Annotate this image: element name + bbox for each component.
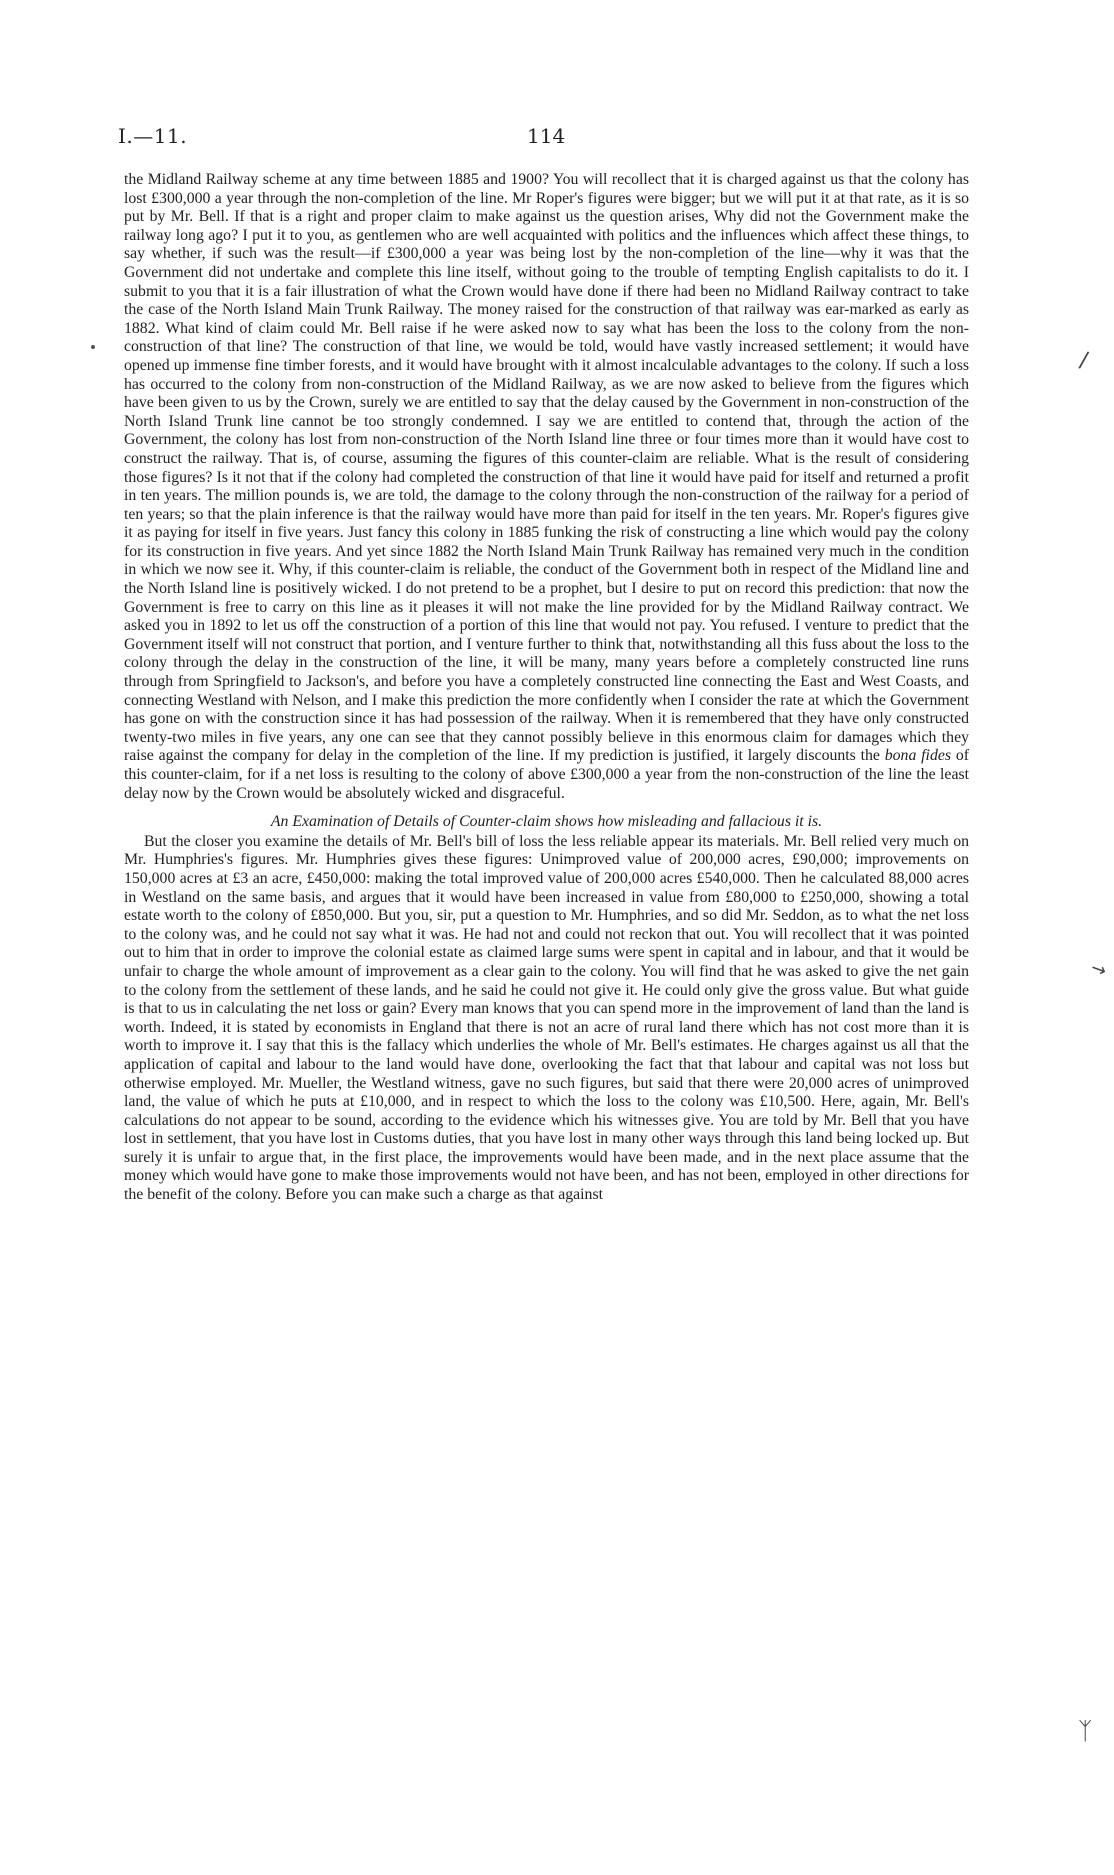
paragraph-lead-text: the Midland Railway scheme at any time between 1885 and 1900? You will recollect that it is charged against us that the colony has lost £300,000 a year through the non-completion of the line. Mr Roper's figures were bigger; but we will put it at that rate, as it is so put by Mr. Bell. If that is a right and proper claim to make against us the question arises, Why did not the Government make the railway long ago? I put it to you, as gentlemen who are well acquainted with politics and the influences which affect these things, to say whether, if such was the result—if £300,000 a year was being lost by the non-completion of the line—why it was that the Government did not undertake and complete this line itself, without going to the trouble of tempting English capitalists to do it. I submit to you that it is a fair illustration of what the Crown would have done if there had been no Midland Railway contract to take the case of the North Island Main Trunk Railway. The money raised for the construction of that railway was ear-marked as early as 1882. What kind of claim could Mr. Bell raise if he were asked now to say what has been the loss to the colony from the non-construction of that line? The construction of that line, we would be told, would have vastly increased settlement; it would have opened up immense fine timber forests, and it would have brought with it almost incalculable advantages to the colony. If such a loss has occurred to the colony from non-construction of the Midland Railway, as we are now asked to believe from the figures which have been given to us by the Crown, surely we are entitled to say that the delay caused by the Government in non-construction of the North Island Trunk line cannot be too strongly condemned. I say we are entitled to contend that, through the action of the Government, the colony has lost from non-construction of the North Island line three or four times more than it would have cost to construct the railway. That is, of course, assuming the figures of this counter-claim are reliable. What is the result of considering those figures? Is it not that if the colony had completed the construction of that line it would have paid for itself and returned a profit in ten years. The million pounds is, we are told, the damage to the colony through the non-construction of the railway for a period of ten years; so that the plain inference is that the railway would have more than paid for itself in the ten years. Mr. Roper's figures give it as paying for itself in five years. Just fancy this colony in 1885 funking the risk of constructing a line which would pay the colony for its construction in five years. And yet since 1882 the North Island Main Trunk Railway has remained very much in the condition in which we now see it. Why, if this counter-claim is reliable, the conduct of the Government both in respect of the Midland line and the North Island line is positively wicked. I do not pretend to be a prophet, but I desire to put on record this prediction: that now the Government is free to carry on this line as it pleases it will not make the line provided for by the Midland Railway contract. We asked you in 1892 to let us off the construction of a portion of this line that would not pay. You refused. I venture to predict that the Government itself will not construct that portion, and I venture further to think that, notwithstanding all this fuss about the loss to the colony through the delay in the construction of the line, it will be many, many years before a completely constructed line runs through from Springfield to Jackson's, and before you have a completely constructed line connecting the East and West Coasts, and connecting Westland with Nelson, and I make this prediction the more confidently when I consider the rate at which the Government has gone on with the construction since it has had possession of the railway. When it is remembered that they have only constructed twenty-two miles in five years, any one can see that they cannot possibly believe in this enormous claim for damages which they raise against the company for delay in the completion of the line. If my prediction is justified, it largely discounts the bbox=[124, 171, 969, 765]
margin-slash-mark: / bbox=[1077, 347, 1090, 374]
paragraph-examination: But the closer you examine the details of Mr. Bell's bill of loss the less reliable appear its materials. Mr. Bell relied very much on Mr. Humphries's figures. Mr. Humphries gives these figures: Unimproved value of 200,000 acres, £90,000; improvements on 150,000 acres at £3 an acre, £450,000: making the total improved value of 200,000 acres £540,000. Then he calculated 88,000 acres in Westland on the same basis, and argues that it would have been increased in value from £80,000 to £250,000, showing a total estate worth to the colony of £850,000. But you, sir, put a question to Mr. Humphries, and so did Mr. Seddon, as to what the net loss to the colony was, and he could not say what it was. He had not and could not reckon that out. You will recollect that it was pointed out to him that in order to improve the colonial estate as claimed large sums were spent in capital and in labour, and that it would be unfair to charge the whole amount of improvement as a clear gain to the colony. You will find that he was asked to give the net gain to the colony from the settlement of these lands, and he said he could not give it. He could only give the gross value. But what guide is that to us in calculating the net loss or gain? Every man knows that you can spend more in the improvement of land than the land is worth. Indeed, it is stated by economists in England that there is not an acre of rural land there which has not cost more than it is worth to improve it. I say that this is the fallacy which underlies the whole of Mr. Bell's estimates. He charges against us all that the application of capital and labour to the land would have done, overlooking the fact that that labour and capital was not loss but otherwise employed. Mr. Mueller, the Westland witness, gave no such figures, but said that there were 20,000 acres of unimproved land, the value of which he puts at £10,000, and in respect to which the loss to the colony was £10,500. Here, again, Mr. Bell's calculations do not appear to be sound, according to the evidence which his witnesses give. You are told by Mr. Bell that you have lost in settlement, that you have lost in Customs duties, that you have lost in many other ways through this land being locked up. But surely it is unfair to argue that, in the first place, the improvements would have been made, and in the next place assume that the money which would have gone to make those improvements would not have been, and has not been, employed in other directions for the benefit of the colony. Before you can make such a charge as that against bbox=[124, 832, 969, 1204]
paragraph-tail-text: of this counter-claim, for if a net loss is resulting to the colony of above £300,000 a year from the non-construction of the line the least delay now by the Crown would be absolutely wicked and disgraceful. bbox=[124, 747, 969, 802]
body-text bbox=[124, 171, 969, 1205]
margin-dot bbox=[91, 345, 95, 349]
page-reference: I.—11. bbox=[118, 124, 188, 148]
italic-term: bona fides bbox=[884, 747, 952, 765]
margin-arrow-mark: ↘ bbox=[1087, 956, 1110, 983]
paragraph-continuation bbox=[124, 171, 969, 803]
section-heading: An Examination of Details of Counter-claim shows how misleading and fallacious it is. bbox=[270, 813, 823, 831]
page-number: 114 bbox=[527, 124, 566, 148]
margin-fold-mark: ᛉ bbox=[1078, 1717, 1093, 1745]
